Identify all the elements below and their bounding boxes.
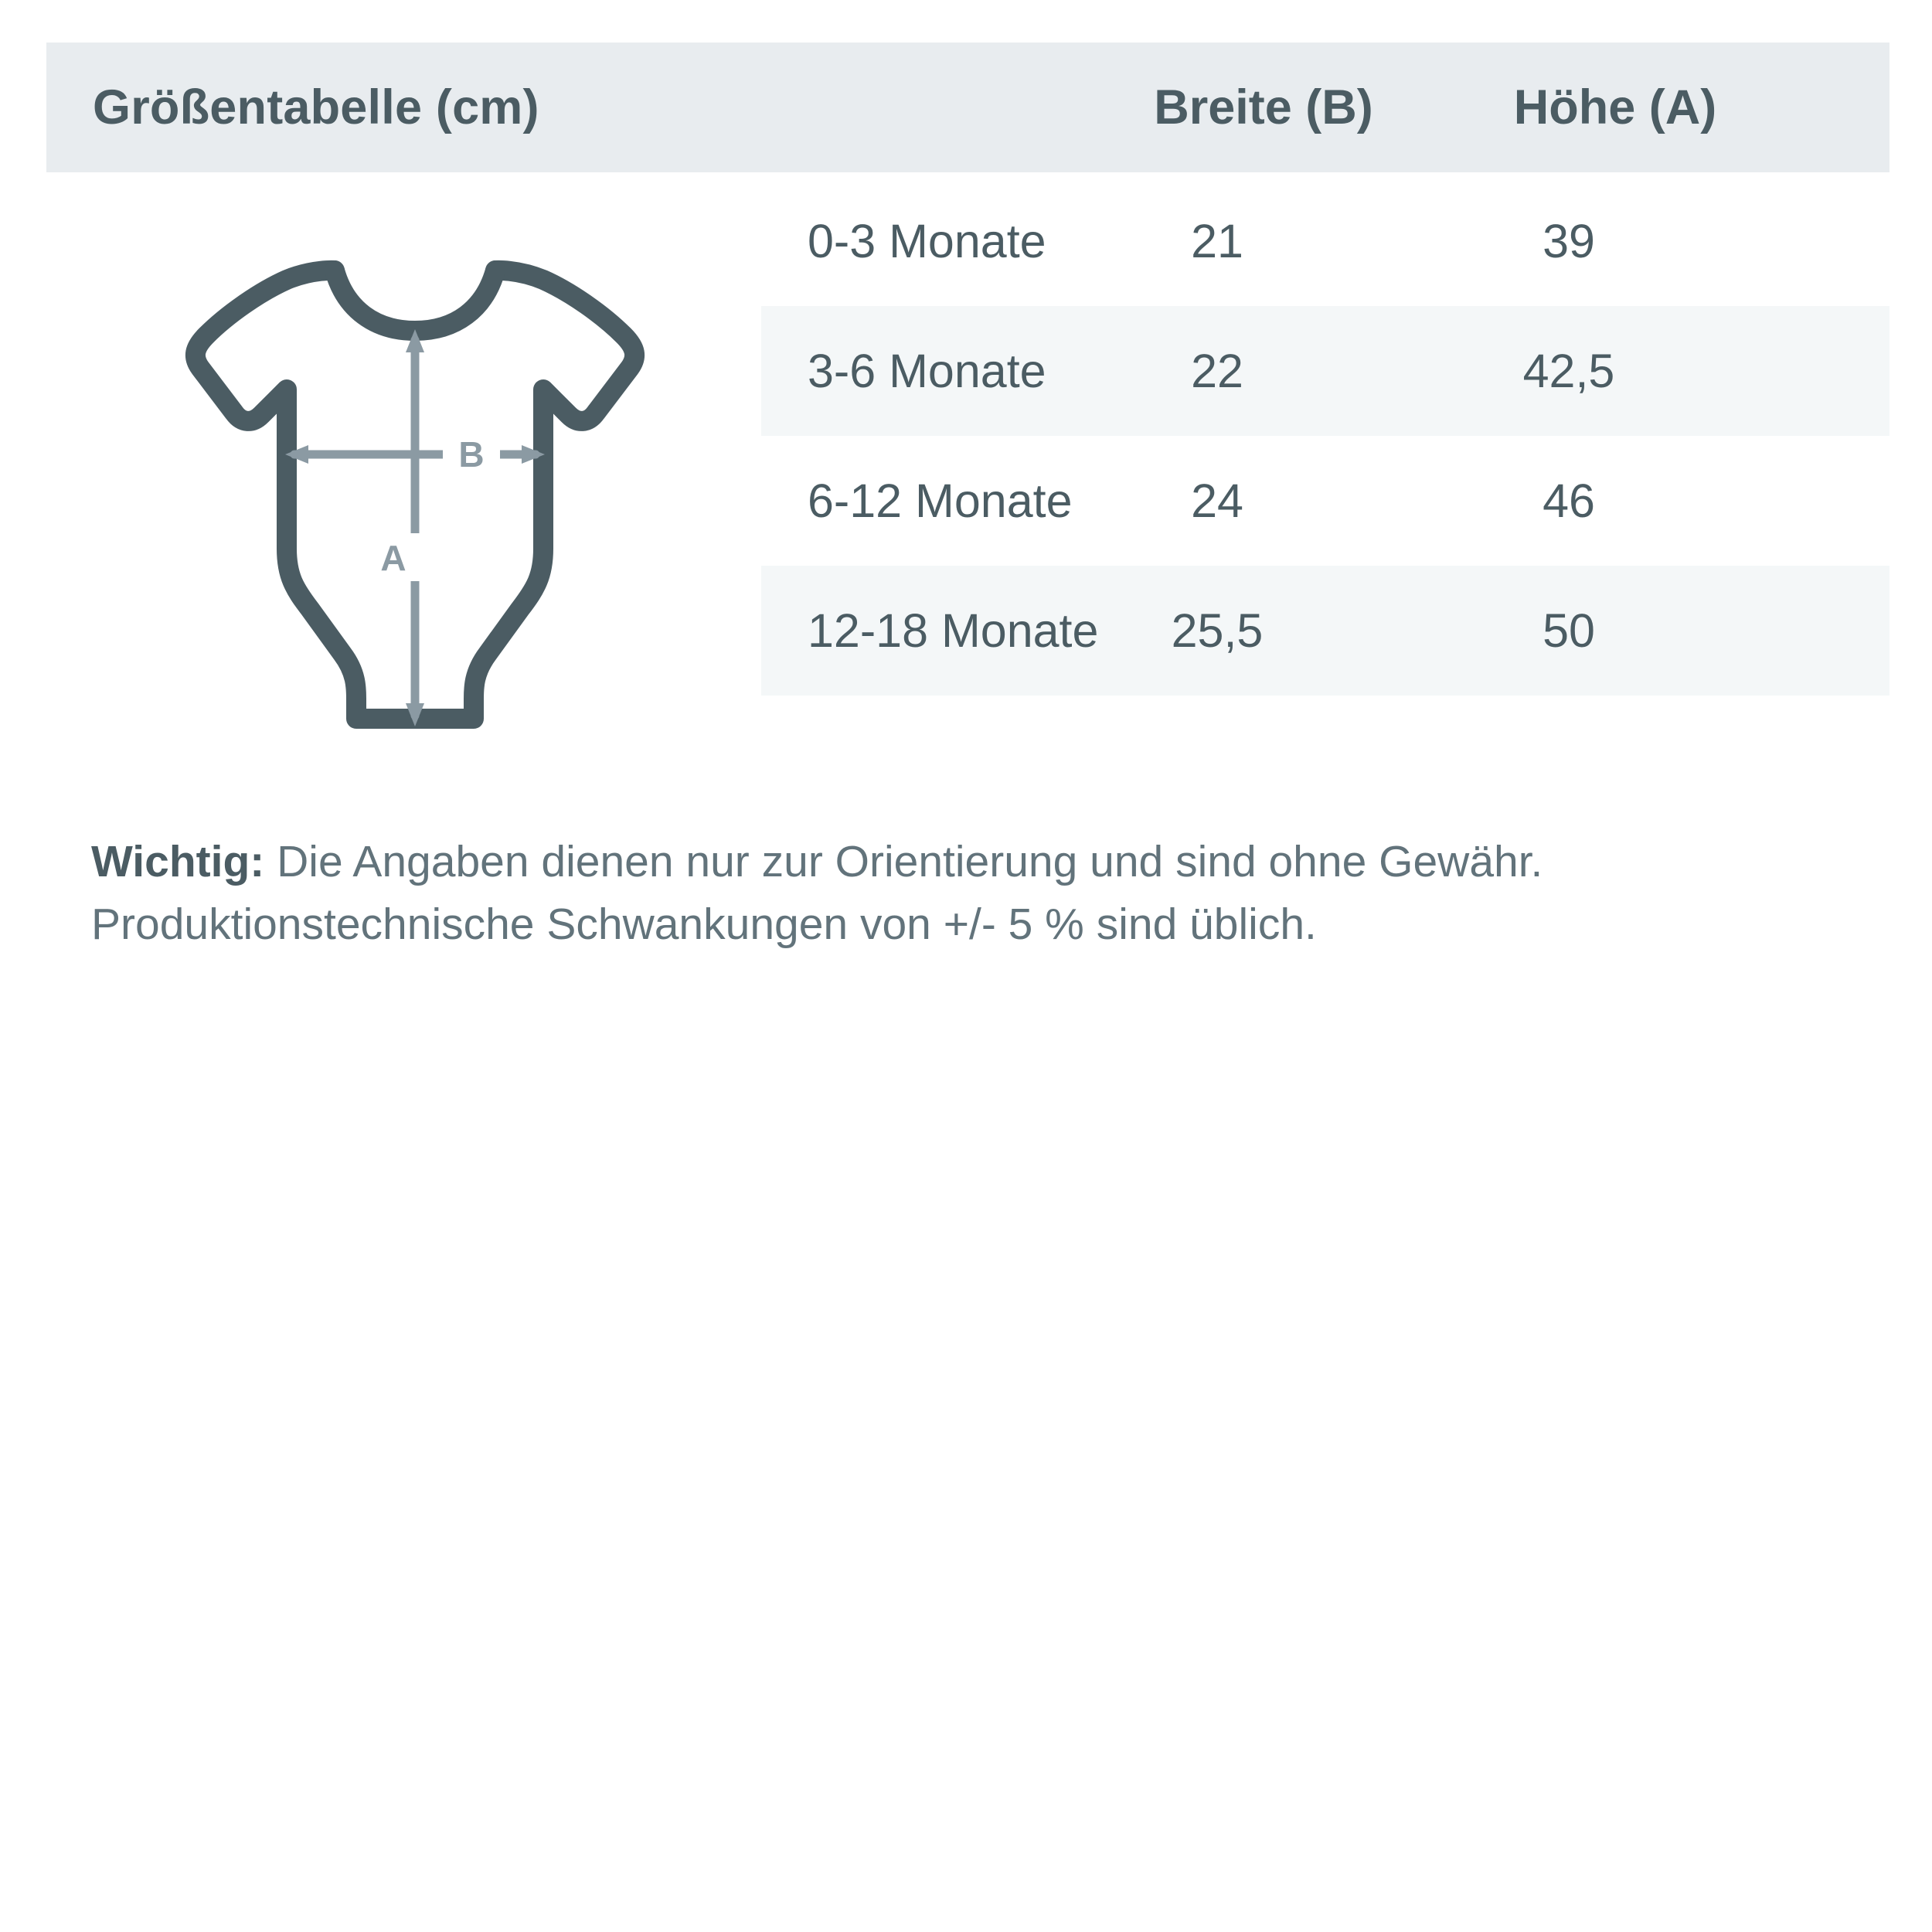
- disclaimer-lead: Wichtig:: [91, 837, 265, 886]
- cell-height: 39: [1543, 215, 1595, 267]
- size-table: [761, 176, 1889, 696]
- table-header: [46, 43, 1889, 172]
- cell-size: 0-3 Monate: [808, 215, 1046, 267]
- table-row: [761, 566, 1889, 696]
- baby-bodysuit-diagram: [135, 224, 692, 781]
- cell-width: 21: [1191, 215, 1243, 267]
- page-title: Größentabelle (cm): [93, 80, 539, 134]
- cell-size: 12-18 Monate: [808, 604, 1099, 657]
- column-header-width: Breite (B): [1154, 80, 1373, 134]
- label-a: A: [380, 538, 406, 578]
- cell-height: 46: [1543, 474, 1595, 527]
- cell-width: 24: [1191, 474, 1243, 527]
- table-row: [761, 436, 1889, 566]
- cell-size: 3-6 Monate: [808, 345, 1046, 397]
- column-header-height: Höhe (A): [1513, 80, 1717, 134]
- label-b: B: [458, 434, 485, 474]
- disclaimer-note: [91, 831, 1869, 956]
- cell-height: 42,5: [1522, 345, 1615, 397]
- table-row: [761, 176, 1889, 306]
- cell-height: 50: [1543, 604, 1595, 657]
- cell-width: 22: [1191, 345, 1243, 397]
- cell-width: 25,5: [1171, 604, 1264, 657]
- table-row: [761, 306, 1889, 436]
- cell-size: 6-12 Monate: [808, 474, 1073, 527]
- disclaimer-text: Die Angaben dienen nur zur Orientierung und sind ohne Gewähr. Produktionstechnische Schwankungen von +/- 5 % sind üblich.: [91, 837, 1543, 949]
- measurement-arrows: [285, 329, 545, 726]
